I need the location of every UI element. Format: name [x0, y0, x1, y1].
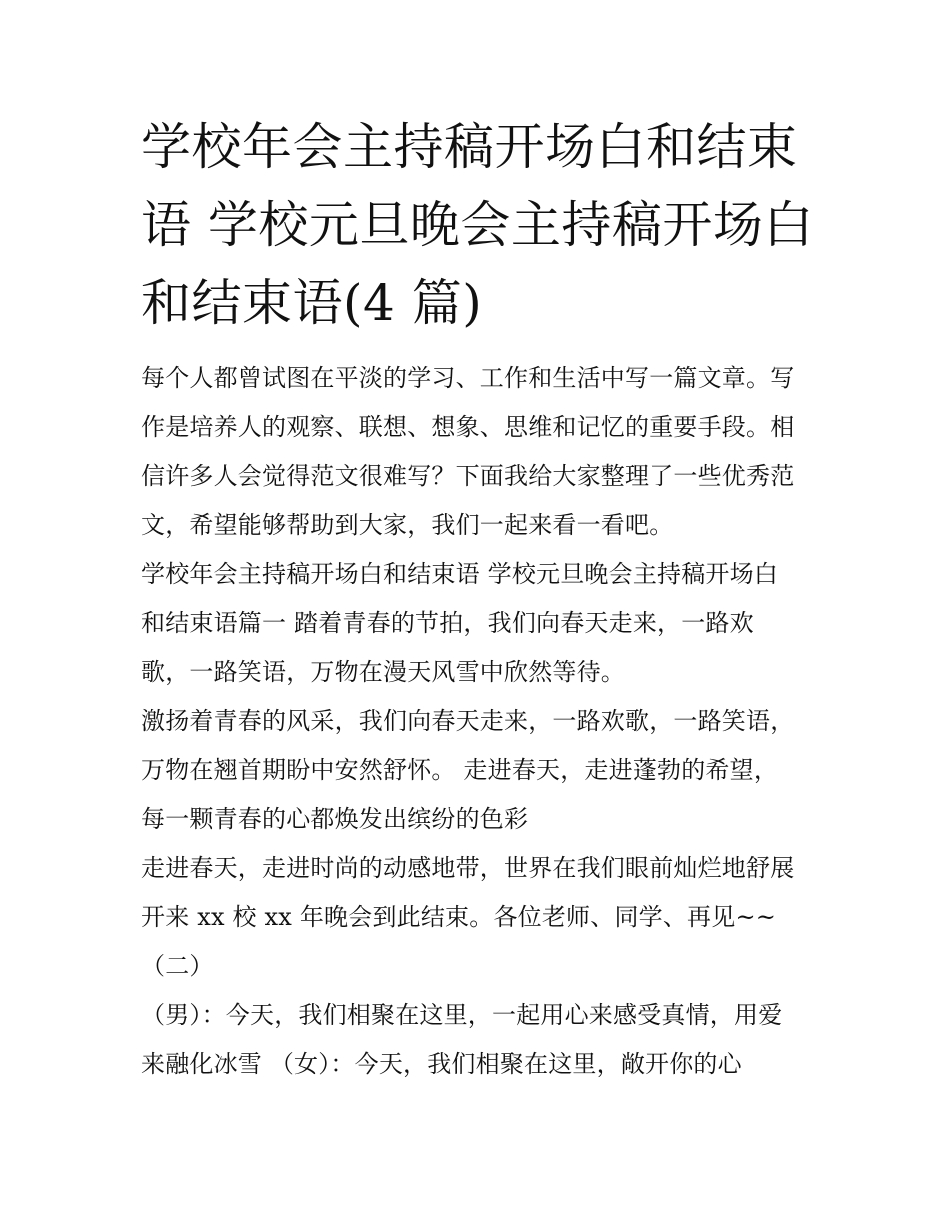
title-line: 和结束语(4 篇) [141, 274, 483, 332]
body-line: （男）：今天，我们相聚在这里，一起用心来感受真情，用爱 [141, 1001, 783, 1029]
body-line: 每一颗青春的心都焕发出缤纷的色彩 [141, 805, 529, 833]
body-line: 文，希望能够帮助到大家，我们一起来看一看吧。 [141, 511, 674, 539]
body-line: 每个人都曾试图在平淡的学习、工作和生活中写一篇文章。写 [141, 364, 795, 392]
document-body [141, 354, 821, 1089]
title-line: 语 学校元旦晚会主持稿开场白 [141, 196, 814, 254]
body-line: 作是培养人的观察、联想、想象、思维和记忆的重要手段。相 [141, 413, 795, 441]
document-page [141, 108, 821, 1089]
body-line: 来融化冰雪 （女）：今天，我们相聚在这里，敞开你的心 [141, 1050, 742, 1078]
body-line: 走进春天，走进时尚的动感地带，世界在我们眼前灿烂地舒展 [141, 854, 795, 882]
title-line: 学校年会主持稿开场白和结束 [141, 118, 798, 176]
body-line: 信许多人会觉得范文很难写？下面我给大家整理了一些优秀范 [141, 462, 795, 490]
body-line: 学校年会主持稿开场白和结束语 学校元旦晚会主持稿开场白 [141, 560, 779, 588]
body-line: 和结束语篇一 踏着青春的节拍，我们向春天走来，一路欢 [141, 609, 754, 637]
body-line: 开来 xx 校 xx 年晚会到此结束。各位老师、同学、再见~~ [141, 903, 777, 931]
document-title [141, 108, 821, 342]
body-line: 万物在翘首期盼中安然舒怀。 走进春天，走进蓬勃的希望， [141, 756, 779, 784]
body-line: 歌，一路笑语，万物在漫天风雪中欣然等待。 [141, 658, 625, 686]
body-line: （二） [141, 952, 214, 980]
body-line: 激扬着青春的风采，我们向春天走来，一路欢歌，一路笑语， [141, 707, 795, 735]
